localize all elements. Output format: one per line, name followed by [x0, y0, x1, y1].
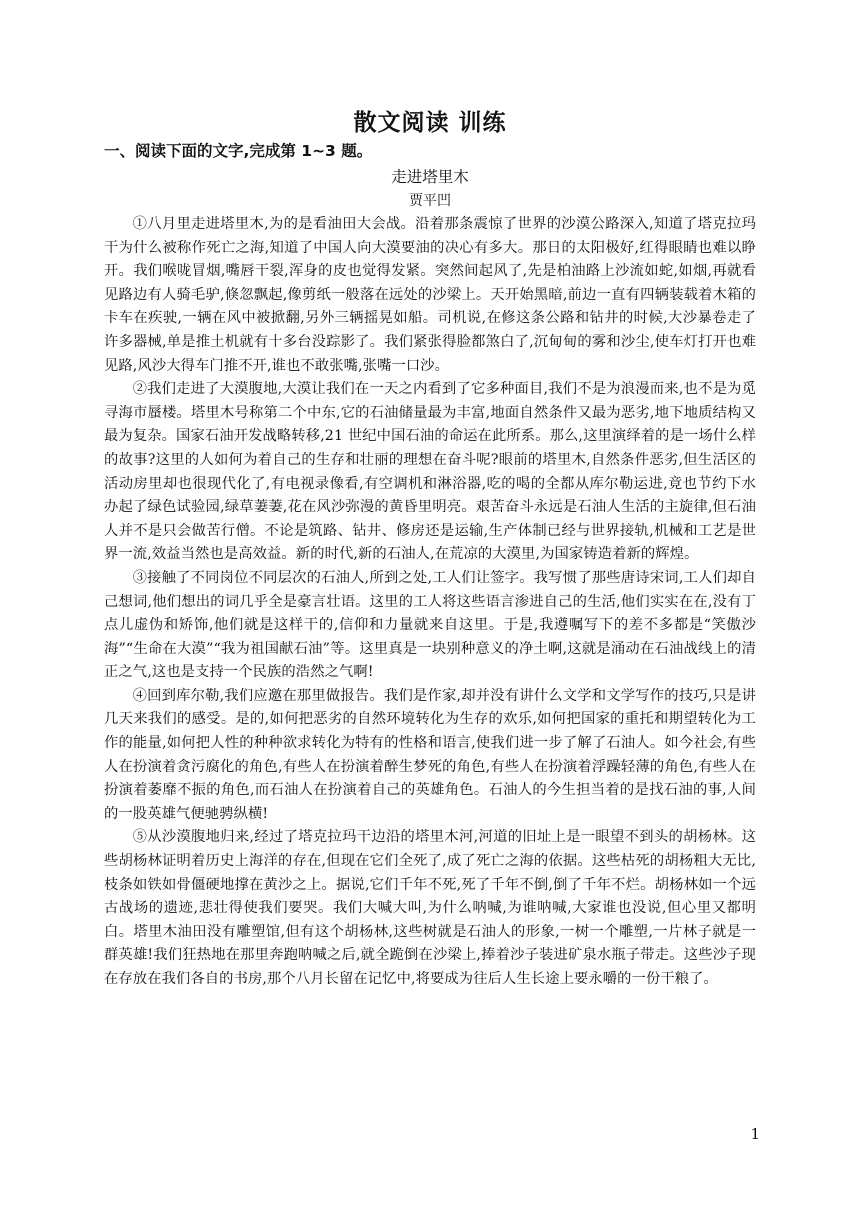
paragraph-4: ④回到库尔勒,我们应邀在那里做报告。我们是作家,却并没有讲什么文学和文学写作的技巧,只是讲几天来我们的感受。是的,如何把恶劣的自然环境转化为生存的欢乐,如何把国家的重托和期望转化为工作的能量,如何把人性的种种欲求转化为特有的性格和语言,使我们进一步了解了石油人。如今社会,有些人在扮演着贪污腐化的角色,有些人在扮演着醉生梦死的角色,有些人在扮演着浮躁轻薄的角色,有些人在扮演着萎靡不振的角色,而石油人在扮演着自己的英雄角色。石油人的今生担当着的是找石油的事,人间的一股英雄气便驰骋纵横!: [104, 687, 756, 822]
article-title: 走进塔里木: [391, 168, 469, 186]
paragraph-2: ②我们走进了大漠腹地,大漠让我们在一天之内看到了它多种面目,我们不是为浪漫而来,也不是为觅寻海市蜃楼。塔里木号称第二个中东,它的石油储量最为丰富,地面自然条件又最为恶劣,地下地质结构又最为复杂。国家石油开发战略转移,21 世纪中国石油的命运在此所系。那么,这里演绎着的是一场什么样的故事?这里的人如何为着自己的生存和壮丽的理想在奋斗呢?眼前的塔里木,自然条件恶劣,但生活区的活动房里却也很现代化了,有电视录像看,有空调机和淋浴器,吃的喝的全都从库尔勒运进,竟也节约下水办起了绿色试验园,绿草萋萋,花在风沙弥漫的黄昏里明亮。艰苦奋斗永远是石油人生活的主旋律,但石油人并不是只会做苦行僧。不论是筑路、钻井、修房还是运输,生产体制已经与世界接轨,机械和工艺是世界一流,效益当然也是高效益。新的时代,新的石油人,在荒凉的大漠里,为国家铸造着新的辉煌。: [104, 381, 756, 563]
paragraph-3: ③接触了不同岗位不同层次的石油人,所到之处,工人们让签字。我写惯了那些唐诗宋词,工人们却自己想词,他们想出的词几乎全是豪言壮语。这里的工人将这些语言渗进自己的生活,他们实实在在,没有丁点儿虚伪和矫饰,他们就是这样干的,信仰和力量就来自这里。于是,我遵嘱写下的差不多都是“笑傲沙海”“生命在大漠”“我为祖国献石油”等。这里真是一块别种意义的净土啊,这就是涌动在石油战线上的清正之气,这也是支持一个民族的浩然之气啊!: [104, 569, 756, 681]
paragraph-1: ①八月里走进塔里木,为的是看油田大会战。沿着那条震惊了世界的沙漠公路深入,知道了塔克拉玛干为什么被称作死亡之海,知道了中国人向大漠要油的决心有多大。那日的太阳极好,红得眼睛也难以睁开。我们喉咙冒烟,嘴唇干裂,浑身的皮也觉得发紧。突然间起风了,先是柏油路上沙流如蛇,如烟,再就看见路边有人骑毛驴,倏忽飘起,像剪纸一般落在远处的沙梁上。天开始黑暗,前边一直有四辆装载着木箱的卡车在疾驶,一辆在风中被掀翻,另外三辆摇晃如船。司机说,在修这条公路和钻井的时候,大沙暴卷走了许多器械,单是推土机就有十多台没踪影了。我们紧张得脸都煞白了,沉甸甸的雾和沙尘,使车灯打开也难见路,风沙大得车门推不开,谁也不敢张嘴,张嘴一口沙。: [104, 216, 756, 374]
article-author: 贾平凹: [409, 193, 451, 209]
section-heading: 一、阅读下面的文字,完成第 1~3 题。: [104, 142, 373, 160]
paragraph-5: ⑤从沙漠腹地归来,经过了塔克拉玛干边沿的塔里木河,河道的旧址上是一眼望不到头的胡杨林。这些胡杨林证明着历史上海洋的存在,但现在它们全死了,成了死亡之海的依据。这些枯死的胡杨粗大无比,枝条如铁如骨僵硬地撑在黄沙之上。据说,它们千年不死,死了千年不倒,倒了千年不烂。胡杨林如一个远古战场的遗迹,悲壮得使我们要哭。我们大喊大叫,为什么呐喊,为谁呐喊,大家谁也没说,但心里又都明白。塔里木油田没有雕塑馆,但有这个胡杨林,这些树就是石油人的形象,一树一个雕塑,一片林子就是一群英雄!我们狂热地在那里奔跑呐喊之后,就全跪倒在沙梁上,捧着沙子装进矿泉水瓶子带走。这些沙子现在存放在我们各自的书房,那个八月长留在记忆中,将要成为往后人生长途上要永嚼的一份干粮了。: [104, 829, 756, 987]
article-body: [104, 213, 756, 992]
page-title: 散文阅读 训练: [353, 110, 507, 136]
page-number: 1: [750, 1125, 760, 1143]
